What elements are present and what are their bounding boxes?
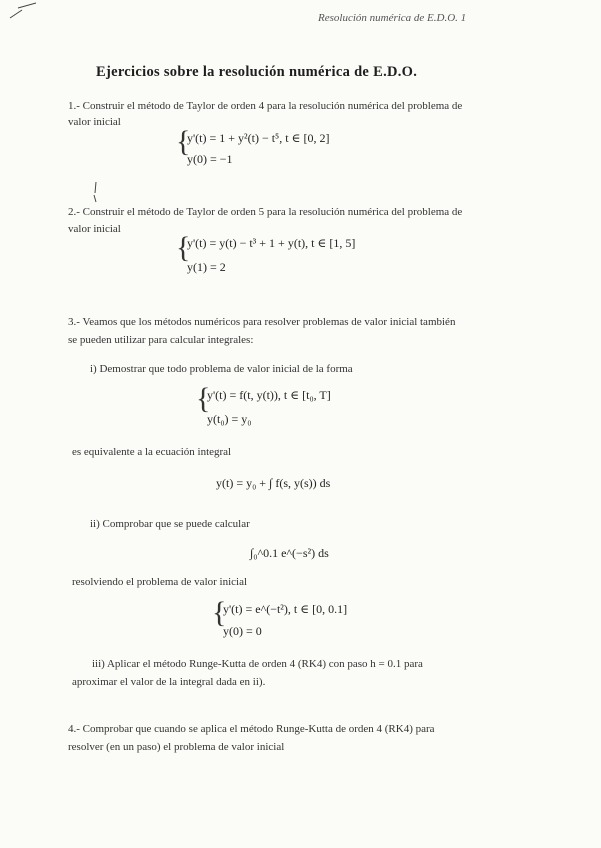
pen-mark bbox=[92, 181, 100, 203]
exercise-1-equation-2: y(0) = −1 bbox=[187, 152, 233, 166]
exercise-1-line-1: 1.- Construir el método de Taylor de orden 4 para la resolución numérica del problema de bbox=[68, 100, 463, 112]
exercise-3-part-i-equation-1: y'(t) = f(t, y(t)), t ∈ [t₀, T] bbox=[207, 388, 331, 402]
exercise-3-line-2: se pueden utilizar para calcular integrales: bbox=[68, 334, 254, 346]
running-header: Resolución numérica de E.D.O. 1 bbox=[318, 12, 467, 24]
pen-scribble-mark bbox=[8, 2, 38, 20]
exercise-3-part-ii-equation-2: y(0) = 0 bbox=[223, 624, 262, 638]
exercise-3-part-i-integral-equation: y(t) = y₀ + ∫ f(s, y(s)) ds bbox=[216, 476, 331, 490]
exercise-2-equation-2: y(1) = 2 bbox=[187, 260, 226, 274]
exercise-3-part-ii-brace: { bbox=[212, 596, 227, 629]
exercise-2-brace: { bbox=[176, 231, 191, 264]
exercise-3-part-ii-text: ii) Comprobar que se puede calcular bbox=[90, 518, 250, 530]
exercise-3-part-i-text: i) Demostrar que todo problema de valor inicial de la forma bbox=[90, 363, 353, 375]
exercise-1-brace: { bbox=[176, 125, 191, 158]
document-title: Ejercicios sobre la resolución numérica de E.D.O. bbox=[96, 64, 418, 80]
exercise-3-part-ii-solving-text: resolviendo el problema de valor inicial bbox=[72, 576, 248, 588]
exercise-1-line-2: valor inicial bbox=[68, 116, 121, 128]
exercise-3-part-iii-line-1: iii) Aplicar el método Runge-Kutta de orden 4 (RK4) con paso h = 0.1 para bbox=[92, 658, 423, 670]
exercise-3-part-iii-line-2: aproximar el valor de la integral dada en ii). bbox=[72, 676, 266, 688]
exercise-3-part-i-equivalence-text: es equivalente a la ecuación integral bbox=[72, 446, 232, 458]
exercise-3-part-i-brace: { bbox=[196, 382, 211, 415]
exercise-2-line-2: valor inicial bbox=[68, 223, 121, 235]
exercise-3-part-ii-equation-1: y'(t) = e^(−t²), t ∈ [0, 0.1] bbox=[223, 602, 348, 616]
exercise-1-equation-1: y'(t) = 1 + y²(t) − t⁵, t ∈ [0, 2] bbox=[187, 131, 330, 145]
exercise-2-equation-1: y'(t) = y(t) − t³ + 1 + y(t), t ∈ [1, 5] bbox=[187, 236, 356, 250]
exercise-3-part-ii-integral: ∫₀^0.1 e^(−s²) ds bbox=[250, 546, 329, 560]
exercise-3-line-1: 3.- Veamos que los métodos numéricos para resolver problemas de valor inicial también bbox=[68, 316, 456, 328]
exercise-4-line-2: resolver (en un paso) el problema de valor inicial bbox=[68, 741, 285, 753]
exercise-4-line-1: 4.- Comprobar que cuando se aplica el método Runge-Kutta de orden 4 (RK4) para bbox=[68, 723, 435, 735]
exercise-3-part-i-equation-2: y(t₀) = y₀ bbox=[207, 412, 252, 426]
exercise-2-line-1: 2.- Construir el método de Taylor de orden 5 para la resolución numérica del problema de bbox=[68, 206, 463, 218]
